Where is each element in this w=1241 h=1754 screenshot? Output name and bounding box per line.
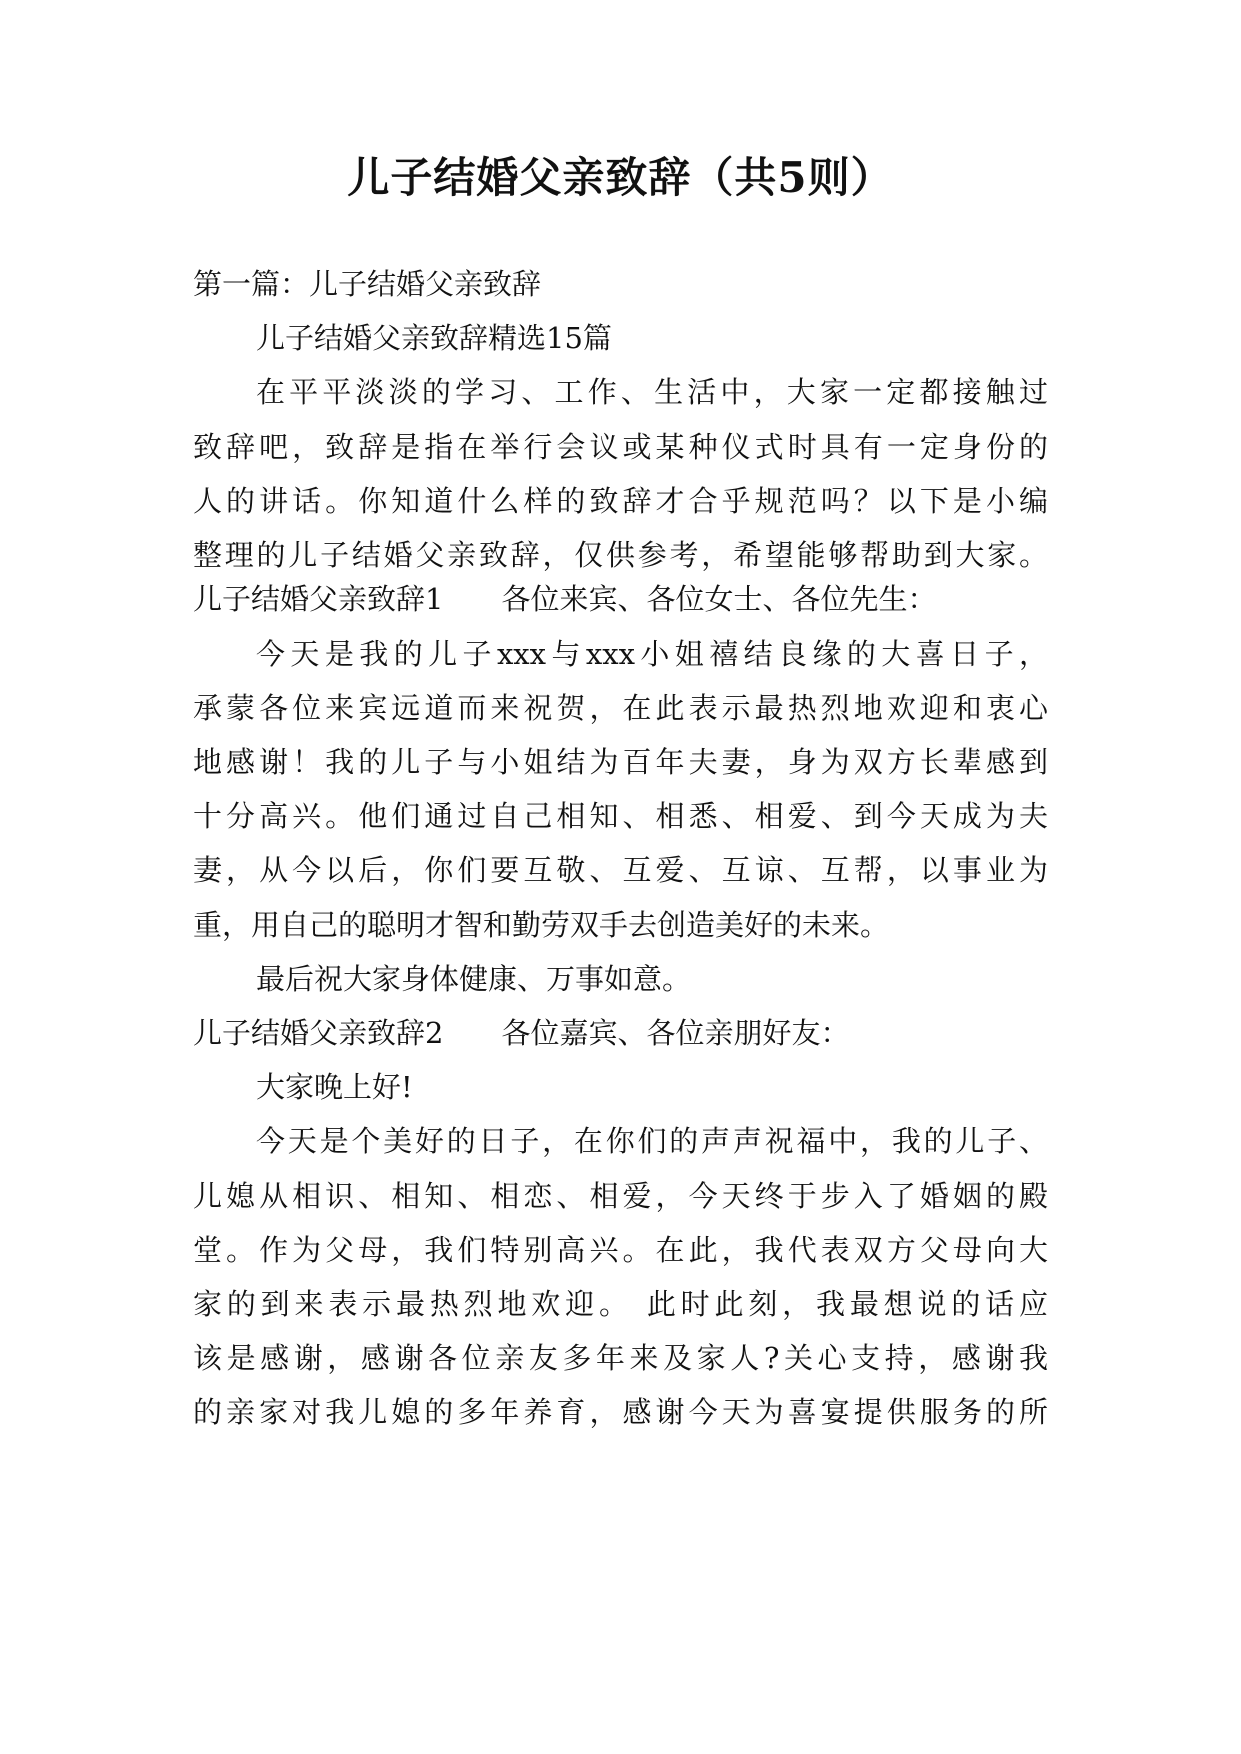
paragraph-line: 堂。作为父母，我们特别高兴。在此，我代表双方父母向大 xyxy=(193,1233,1048,1267)
section-heading: 第一篇：儿子结婚父亲致辞 xyxy=(193,267,542,301)
speech-heading-2: 儿子结婚父亲致辞2 各位嘉宾、各位亲朋好友： xyxy=(193,1016,850,1050)
paragraph-line: 十分高兴。他们通过自己相知、相悉、相爱、到今天成为夫 xyxy=(193,799,1048,833)
paragraph-line: 重，用自己的聪明才智和勤劳双手去创造美好的未来。 xyxy=(193,908,890,942)
subheading: 儿子结婚父亲致辞精选15篇 xyxy=(256,321,612,355)
paragraph-line: 地感谢！我的儿子与小姐结为百年夫妻，身为双方长辈感到 xyxy=(193,745,1048,779)
paragraph-line: 的亲家对我儿媳的多年养育，感谢今天为喜宴提供服务的所 xyxy=(193,1395,1048,1429)
paragraph-line: 儿媳从相识、相知、相恋、相爱，今天终于步入了婚姻的殿 xyxy=(193,1179,1048,1213)
paragraph-line: 今天是个美好的日子，在你们的声声祝福中，我的儿子、 xyxy=(256,1124,1048,1158)
paragraph-line: 致辞吧，致辞是指在举行会议或某种仪式时具有一定身份的 xyxy=(193,430,1048,464)
paragraph-line: 最后祝大家身体健康、万事如意。 xyxy=(256,962,692,996)
paragraph-line: 大家晚上好! xyxy=(256,1070,413,1104)
speech-heading-1: 儿子结婚父亲致辞1 各位来宾、各位女士、各位先生： xyxy=(193,582,937,616)
paragraph-line: 整理的儿子结婚父亲致辞，仅供参考，希望能够帮助到大家。 xyxy=(193,538,1048,572)
paragraph-line: 承蒙各位来宾远道而来祝贺，在此表示最热烈地欢迎和衷心 xyxy=(193,691,1048,725)
document-title: 儿子结婚父亲致辞（共5则） xyxy=(347,153,894,202)
paragraph-line: 今天是我的儿子xxx与xxx小姐禧结良缘的大喜日子， xyxy=(256,637,1048,671)
paragraph-line: 妻，从今以后，你们要互敬、互爱、互谅、互帮，以事业为 xyxy=(193,853,1048,887)
paragraph-line: 家的到来表示最热烈地欢迎。 此时此刻，我最想说的话应 xyxy=(193,1287,1048,1321)
paragraph-line: 该是感谢，感谢各位亲友多年来及家人?关心支持，感谢我 xyxy=(193,1341,1048,1375)
paragraph-line: 在平平淡淡的学习、工作、生活中，大家一定都接触过 xyxy=(256,375,1048,409)
paragraph-line: 人的讲话。你知道什么样的致辞才合乎规范吗？以下是小编 xyxy=(193,484,1048,518)
